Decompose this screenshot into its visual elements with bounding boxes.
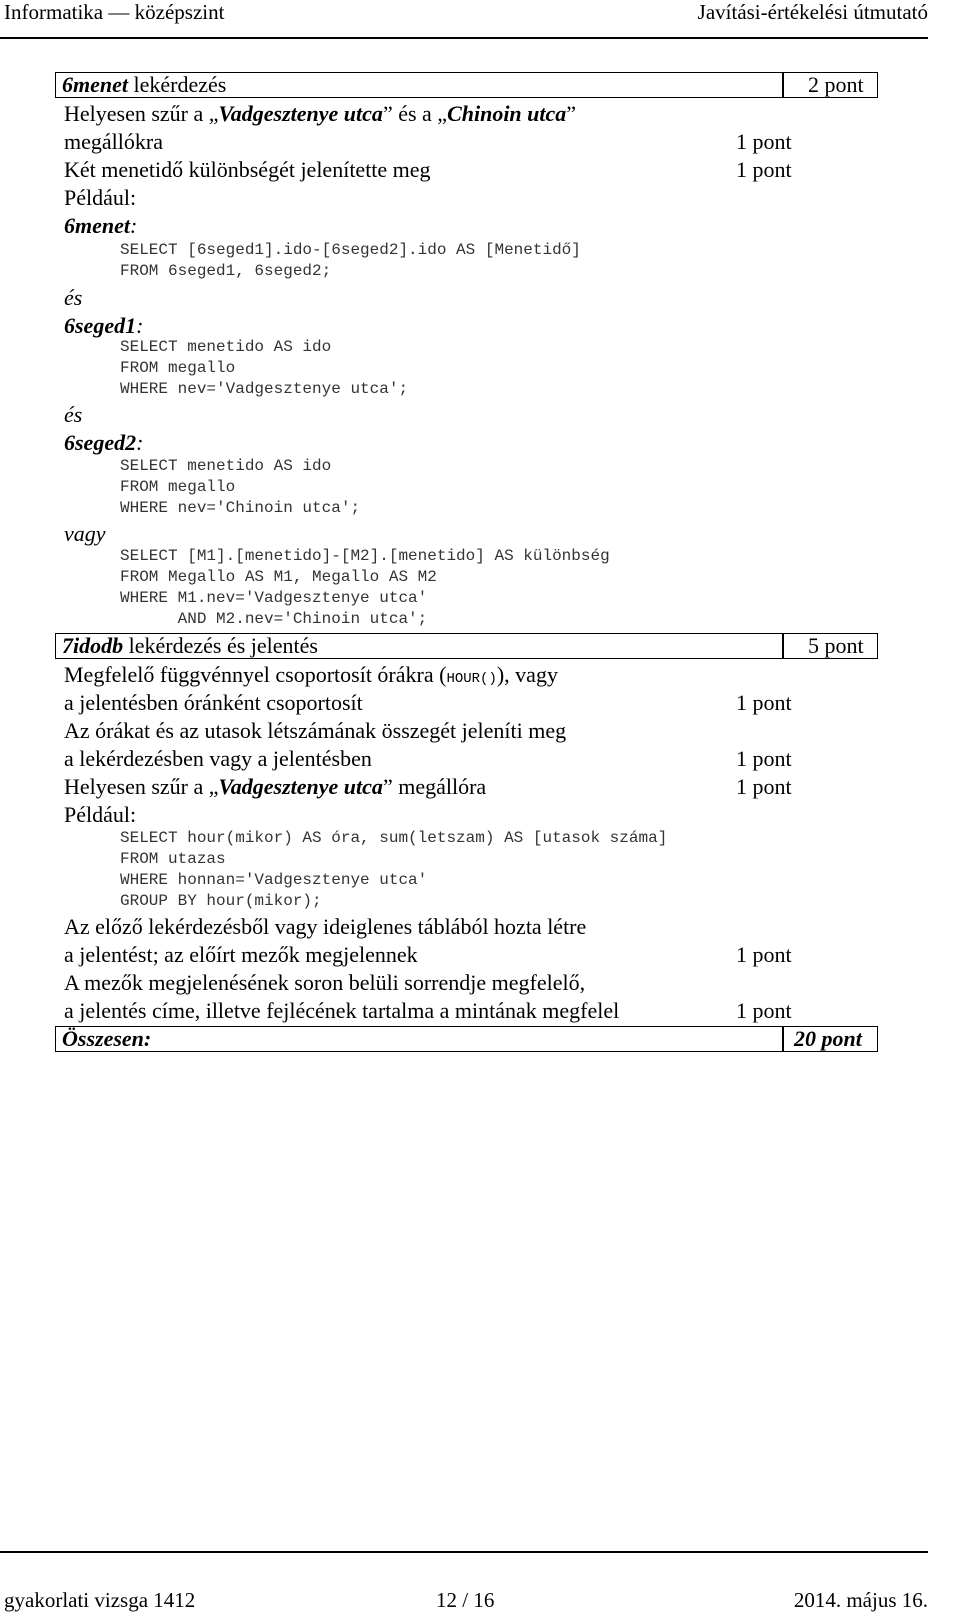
total-label-box xyxy=(55,1026,783,1052)
query-6seged1-label: 6seged1: xyxy=(64,313,144,338)
query-6menet-label: 6menet: xyxy=(64,213,138,238)
code-line: FROM utazas xyxy=(120,850,226,868)
section6-example-label: Például: xyxy=(64,185,137,210)
section7-criterion-1-cont: a jelentésben óránként csoportosít xyxy=(64,690,363,715)
total-label: Összesen: xyxy=(62,1026,152,1051)
section7-criterion-4-cont: a jelentést; az előírt mezők megjelennek xyxy=(64,942,418,967)
footer-date: 2014. május 16. xyxy=(793,1588,928,1612)
section7-criterion-1-points: 1 pont xyxy=(736,690,792,715)
and-label: és xyxy=(64,402,83,427)
section6-criterion-2-points: 1 pont xyxy=(736,157,792,182)
code-line: FROM megallo xyxy=(120,359,236,377)
section7-criterion-2-points: 1 pont xyxy=(736,746,792,771)
query-6seged2-label: 6seged2: xyxy=(64,430,144,455)
section6-criterion-1-points: 1 pont xyxy=(736,129,792,154)
code-line: FROM 6seged1, 6seged2; xyxy=(120,262,332,280)
section7-title: 7idodb lekérdezés és jelentés xyxy=(62,633,318,658)
footer-rule xyxy=(0,1551,928,1553)
section7-criterion-5: A mezők megjelenésének soron belüli sorrendje megfelelő, xyxy=(64,970,586,995)
section7-criterion-4: Az előző lekérdezésből vagy ideiglenes táblából hozta létre xyxy=(64,914,587,939)
code-line: WHERE honnan='Vadgesztenye utca' xyxy=(120,871,428,889)
code-line: SELECT [M1].[menetido]-[M2].[menetido] AS különbség xyxy=(120,547,610,565)
footer-page-number: 12 / 16 xyxy=(436,1588,495,1612)
code-line: WHERE nev='Vadgesztenye utca'; xyxy=(120,380,409,398)
code-line: SELECT [6seged1].ido-[6seged2].ido AS [Menetidő] xyxy=(120,241,581,259)
section6-criterion-1-cont: megállókra xyxy=(64,129,163,154)
and-label: és xyxy=(64,285,83,310)
code-line: WHERE nev='Chinoin utca'; xyxy=(120,499,361,517)
section7-criterion-1: Megfelelő függvénnyel csoportosít órákra (HOUR()), vagy xyxy=(64,662,558,687)
header-rule xyxy=(0,37,928,39)
header-subject: Informatika — középszint xyxy=(4,0,225,24)
section7-criterion-4-points: 1 pont xyxy=(736,942,792,967)
section6-criterion-1: Helyesen szűr a „Vadgesztenye utca” és a „Chinoin utca” xyxy=(64,101,577,126)
code-line: GROUP BY hour(mikor); xyxy=(120,892,322,910)
code-line: WHERE M1.nev='Vadgesztenye utca' xyxy=(120,589,428,607)
section7-example-label: Például: xyxy=(64,802,137,827)
or-label: vagy xyxy=(64,521,106,546)
section7-criterion-2: Az órákat és az utasok létszámának összegét jeleníti meg xyxy=(64,718,567,743)
code-line: SELECT menetido AS ido xyxy=(120,457,332,475)
section7-criterion-3: Helyesen szűr a „Vadgesztenye utca” megállóra xyxy=(64,774,487,799)
section7-criterion-2-cont: a lekérdezésben vagy a jelentésben xyxy=(64,746,372,771)
section6-criterion-2: Két menetidő különbségét jelenítette meg xyxy=(64,157,431,182)
code-line: FROM megallo xyxy=(120,478,236,496)
section7-total-points: 5 pont xyxy=(808,633,864,658)
code-line: FROM Megallo AS M1, Megallo AS M2 xyxy=(120,568,437,586)
section6-title: 6menet lekérdezés xyxy=(62,72,227,97)
code-line: AND M2.nev='Chinoin utca'; xyxy=(120,610,428,628)
section7-criterion-3-points: 1 pont xyxy=(736,774,792,799)
footer-exam-id: gyakorlati vizsga 1412 xyxy=(4,1588,196,1612)
section7-criterion-5-points: 1 pont xyxy=(736,998,792,1023)
total-points: 20 pont xyxy=(794,1026,862,1051)
header-guide-title: Javítási-értékelési útmutató xyxy=(697,0,928,24)
code-line: SELECT hour(mikor) AS óra, sum(letszam) AS [utasok száma] xyxy=(120,829,668,847)
code-line: SELECT menetido AS ido xyxy=(120,338,332,356)
section6-total-points: 2 pont xyxy=(808,72,864,97)
section7-criterion-5-cont: a jelentés címe, illetve fejlécének tartalma a mintának megfelel xyxy=(64,998,620,1023)
